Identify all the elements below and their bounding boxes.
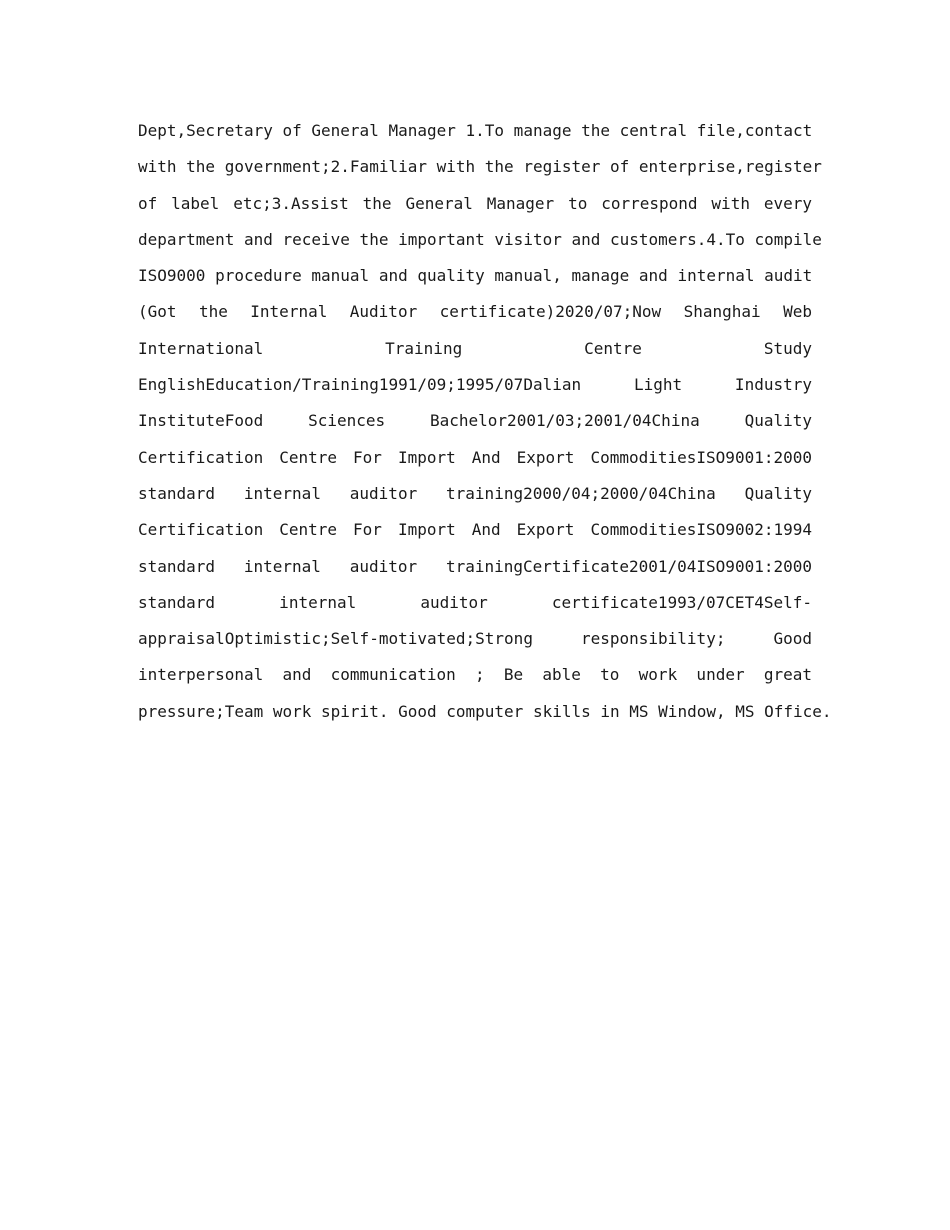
text-line-1: Dept,Secretary of General Manager 1.To manage the central file,contact (138, 121, 813, 140)
text-line-9: InstituteFood Sciences Bachelor2001/03;2001/04China Quality (138, 411, 812, 431)
body-text (138, 113, 832, 730)
text-line-7: International Training Centre Study (138, 338, 812, 358)
text-line-6: (Got the Internal Auditor certificate)2020/07;Now Shanghai Web (138, 302, 812, 322)
text-line-12: Certification Centre For Import And Export CommoditiesISO9002:1994 (138, 520, 812, 540)
text-line-5: ISO9000 procedure manual and quality manual, manage and internal audit (138, 266, 813, 286)
text-line-14: standard internal auditor certificate1993/07CET4Self- (138, 592, 812, 612)
text-line-15: appraisalOptimistic;Self-motivated;Strong responsibility; Good (138, 629, 812, 649)
text-line-8: EnglishEducation/Training1991/09;1995/07Dalian Light Industry (138, 375, 812, 395)
text-line-11: standard internal auditor training2000/04;2000/04China Quality (138, 483, 812, 503)
text-line-4: department and receive the important visitor and customers.4.To compile (138, 229, 822, 249)
text-line-2: with the government;2.Familiar with the register of enterprise,register (138, 157, 822, 177)
text-line-10: Certification Centre For Import And Export CommoditiesISO9001:2000 (138, 447, 812, 467)
text-line-3: of label etc;3.Assist the General Manager to correspond with every (138, 193, 812, 213)
text-line-13: standard internal auditor trainingCertificate2001/04ISO9001:2000 (138, 556, 812, 576)
text-line-17: pressure;Team work spirit. Good computer skills in MS Window, MS Office. (138, 701, 832, 721)
text-line-16: interpersonal and communication ; Be able to work under great (138, 665, 812, 685)
